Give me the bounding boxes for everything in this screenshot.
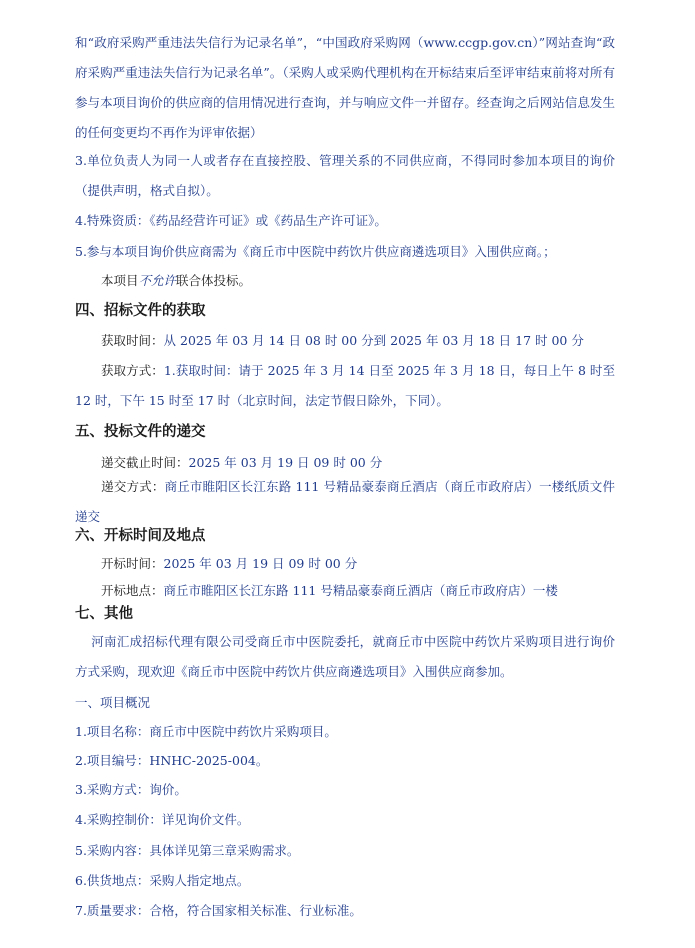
obtain-time-label: 获取时间： <box>101 333 164 348</box>
overview-heading: 一、项目概况 <box>75 695 151 710</box>
section-heading-4: 四、招标文件的获取 <box>75 303 206 319</box>
opening-place-label: 开标地点： <box>101 583 164 598</box>
opening-time-label: 开标时间： <box>101 556 164 571</box>
overview-item: 1.项目名称：商丘市中医院中药饮片采购项目。 <box>75 724 337 739</box>
opening-place-value: 商丘市睢阳区长江东路 111 号精品豪泰商丘酒店（商丘市政府店）一楼 <box>163 583 558 598</box>
submit-method-value: 商丘市睢阳区长江东路 111 号精品豪泰商丘酒店（商丘市政府店）一楼纸质文件递交 <box>75 479 615 524</box>
paragraph-item-3: 3.单位负责人为同一人或者存在直接控股、管理关系的不同供应商，不得同时参加本项目的询价（提供声明，格式自拟）。 <box>75 153 615 198</box>
opening-time <box>101 549 615 579</box>
paragraph-item-5: 5.参与本项目询价供应商需为《商丘市中医院中药饮片供应商遴选项目》入围供应商。； <box>75 244 556 259</box>
obtain-time <box>101 326 615 356</box>
paragraph-item-4: 4.特殊资质：《药品经营许可证》或《药品生产许可证》。 <box>75 213 387 228</box>
overview-item: 4.采购控制价：详见询价文件。 <box>75 812 250 827</box>
section-heading-6: 六、开标时间及地点 <box>75 528 206 544</box>
opening-place <box>101 576 615 606</box>
submit-method-label: 递交方式： <box>101 479 165 494</box>
overview-item: 2.项目编号：HNHC-2025-004。 <box>75 753 269 768</box>
section-heading-7: 七、其他 <box>75 606 133 622</box>
overview-item: 6.供货地点：采购人指定地点。 <box>75 873 250 888</box>
obtain-time-value: 从 2025 年 03 月 14 日 08 时 00 分到 2025 年 03 月 18 日 17 时 00 分 <box>163 333 584 348</box>
paragraph-consortium <box>101 266 615 296</box>
obtain-method-label: 获取方式： <box>101 363 164 378</box>
paragraph-credit-check: 和“政府采购严重违法失信行为记录名单”，“中国政府采购网（www.ccgp.gov.cn）”网站查询“政府采购严重违法失信行为记录名单”。（采购人或采购代理机构在开标结束后至评审结束前将对所有参与本项目询价的供应商的信用情况进行查询，并与响应文件一并留存。经查询之后网站信息发生的任何变更均不再作为评审依据） <box>75 35 615 140</box>
other-intro-text: 河南汇成招标代理有限公司受商丘市中医院委托，就商丘市中医院中药饮片采购项目进行询价方式采购，现欢迎《商丘市中医院中药饮片供应商遴选项目》入围供应商参加。 <box>75 634 615 679</box>
consortium-prefix: 本项目 <box>101 273 139 288</box>
consortium-not-allowed: 不允许 <box>138 273 177 288</box>
other-intro <box>75 627 615 687</box>
consortium-suffix: 联合体投标。 <box>176 273 252 288</box>
overview-item: 3.采购方式：询价。 <box>75 782 187 797</box>
obtain-method <box>75 356 615 416</box>
obtain-method-value: 1.获取时间：请于 2025 年 3 月 14 日至 2025 年 3 月 18 日，每日上午 8 时至 12 时，下午 15 时至 17 时（北京时间，法定节假日除外，下同）。 <box>75 363 615 408</box>
submit-deadline-value: 2025 年 03 月 19 日 09 时 00 分 <box>188 455 383 470</box>
submit-deadline-label: 递交截止时间： <box>101 455 189 470</box>
section-heading-5: 五、投标文件的递交 <box>75 424 206 440</box>
overview-item: 7.质量要求：合格，符合国家相关标准、行业标准。 <box>75 903 362 918</box>
overview-item: 5.采购内容：具体详见第三章采购需求。 <box>75 843 300 858</box>
opening-time-value: 2025 年 03 月 19 日 09 时 00 分 <box>163 556 358 571</box>
